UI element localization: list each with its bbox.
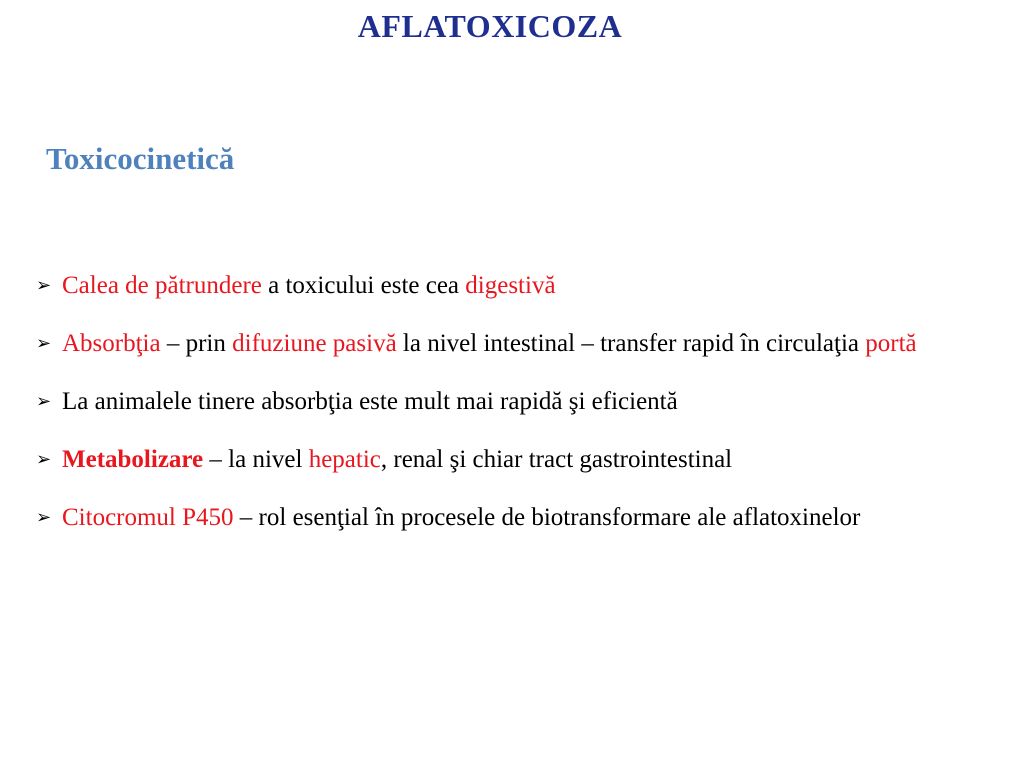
bullet-text-segment: hepatic <box>308 446 381 473</box>
arrowhead-bullet-icon: ➢ <box>36 391 52 412</box>
slide-title: AFLATOXICOZA <box>357 8 623 44</box>
bullet-list <box>36 257 988 547</box>
bullet-item <box>36 315 988 373</box>
bullet-text-segment: portă <box>865 330 917 357</box>
arrowhead-bullet-icon: ➢ <box>36 275 52 296</box>
arrowhead-bullet-icon: ➢ <box>36 333 52 354</box>
bullet-text-segment: digestivă <box>465 272 556 299</box>
bullet-text-segment: Citocromul P450 <box>62 504 234 531</box>
bullet-text-segment: La animalele tinere absorbţia este mult mai rapidă şi eficientă <box>62 388 678 415</box>
bullet-text-segment: – la nivel <box>203 446 309 473</box>
bullet-text-segment: – prin <box>160 330 233 357</box>
bullet-text-segment: Metabolizare <box>62 446 204 473</box>
bullet-text-segment: – rol esenţial în procesele de biotransformare ale aflatoxinelor <box>233 504 861 531</box>
bullet-item <box>36 257 988 315</box>
bullet-text-segment: la nivel intestinal – transfer rapid în circulaţia <box>396 330 866 357</box>
bullet-text-segment: Absorbţia <box>62 330 161 357</box>
arrowhead-bullet-icon: ➢ <box>36 507 52 528</box>
bullet-item <box>36 431 988 489</box>
bullet-item <box>36 373 988 431</box>
bullet-text-segment: difuziune pasivă <box>232 330 397 357</box>
section-heading: Toxicocinetică <box>46 141 235 176</box>
arrowhead-bullet-icon: ➢ <box>36 449 52 470</box>
bullet-item <box>36 489 988 547</box>
bullet-text-segment: Calea de pătrundere <box>62 272 262 299</box>
bullet-text-segment: , renal şi chiar tract gastrointestinal <box>380 446 733 473</box>
bullet-text-segment: a toxicului este cea <box>261 272 466 299</box>
